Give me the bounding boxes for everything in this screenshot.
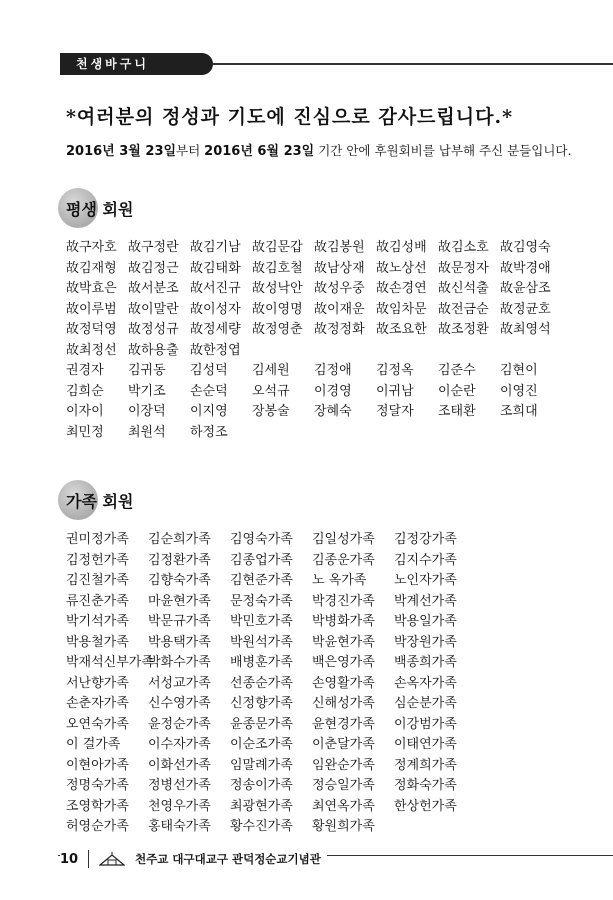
family-name: 박문규가족 — [148, 614, 211, 629]
family-name: 심순분가족 — [394, 696, 457, 711]
family-name: 최광현가족 — [230, 798, 293, 814]
family-name: 손춘자가족 — [66, 696, 129, 711]
member-name: 故노상선 — [376, 260, 427, 276]
family-name: 신해성가족 — [312, 696, 375, 711]
member-name: 故한정엽 — [190, 342, 241, 358]
member-name: 권경자 — [66, 363, 104, 378]
family-title-rest: 회원 — [96, 491, 134, 511]
family-name: 최연옥가족 — [312, 798, 375, 814]
member-name: 김현이 — [500, 363, 538, 378]
member-name: 故임차문 — [376, 301, 427, 317]
member-name: 故김태화 — [190, 260, 241, 276]
header-rule — [213, 63, 613, 65]
member-name: 故김영숙 — [500, 240, 551, 255]
family-name: 윤종문가족 — [230, 716, 293, 732]
member-name: 김성덕 — [190, 363, 228, 378]
family-name: 오연숙가족 — [66, 716, 129, 732]
member-name: 故신석출 — [438, 281, 489, 296]
member-name: 故전금순 — [438, 301, 489, 317]
member-name — [252, 341, 314, 362]
member-name: 故정균호 — [500, 301, 551, 317]
family-name: 박장원가족 — [394, 634, 457, 650]
member-name: 최원석 — [128, 424, 166, 440]
family-name: 신수영가족 — [148, 696, 211, 711]
family-name: 문정숙가족 — [230, 593, 293, 609]
family-name: 선종순가족 — [230, 675, 293, 691]
family-name: 박계선가족 — [394, 593, 457, 609]
family-name: 윤정순가족 — [148, 716, 211, 732]
family-name: 임말례가족 — [230, 757, 293, 773]
section-tab: 천생바구니 — [60, 53, 213, 75]
family-title-highlight: 가족 — [66, 491, 97, 511]
member-name: 故최영석 — [500, 322, 551, 337]
member-name: 이장덕 — [128, 404, 166, 419]
family-name: 서성교가족 — [148, 675, 211, 691]
member-name: 故김기남 — [190, 240, 241, 255]
family-name: 한상헌가족 — [394, 798, 457, 814]
family-name: 배병훈가족 — [230, 655, 293, 670]
member-name: 정달자 — [376, 404, 414, 419]
member-name: 故손경연 — [376, 281, 427, 296]
member-name: 故정세량 — [190, 322, 241, 337]
family-name: 백은영가족 — [312, 655, 375, 670]
member-name: 故이성자 — [190, 301, 241, 317]
member-name: 김정옥 — [376, 363, 414, 378]
member-name: 故조정환 — [438, 322, 489, 337]
member-name: 故정덕영 — [66, 322, 117, 337]
description-text: 기간 안에 후원회비를 납부해 주신 분들입니다. — [314, 143, 572, 158]
member-name: 박기조 — [128, 383, 166, 399]
member-name: 김희순 — [66, 383, 104, 399]
family-name: 박기석가족 — [66, 614, 129, 629]
member-name: 손순덕 — [190, 383, 228, 399]
family-name: 윤현경가족 — [312, 716, 375, 732]
member-name: 김세원 — [252, 363, 290, 378]
family-name: 정송이가족 — [230, 778, 293, 793]
member-name: 故김호철 — [252, 260, 303, 276]
member-name: 故이루범 — [66, 301, 117, 317]
member-name: 故성낙안 — [252, 281, 303, 296]
member-name: 故김정근 — [128, 260, 179, 276]
family-name: 신정향가족 — [230, 696, 293, 711]
family-name: 이춘달가족 — [312, 737, 375, 752]
family-name: 김종운가족 — [312, 552, 375, 568]
family-name: 이강범가족 — [394, 716, 457, 732]
member-name: 김준수 — [438, 363, 476, 378]
member-name: 故최정선 — [66, 342, 117, 358]
member-name: 故정영춘 — [252, 322, 303, 337]
family-name: 노 옥가족 — [312, 573, 367, 588]
member-name: 김귀동 — [128, 363, 166, 378]
family-name: 박병화가족 — [312, 614, 375, 629]
member-name: 故서분조 — [128, 281, 179, 296]
family-name: 박재석신부가족 — [66, 655, 154, 670]
family-name: 박화수가족 — [148, 655, 211, 670]
start-date: 2016년 3월 23일 — [66, 144, 177, 159]
member-name: 故하용출 — [128, 342, 179, 358]
family-name: 이수자가족 — [148, 737, 211, 752]
lifetime-title-label — [58, 197, 133, 220]
member-name: 김정애 — [314, 363, 352, 378]
member-name: 오석규 — [252, 383, 290, 399]
member-name: 故이말란 — [128, 301, 179, 317]
member-name: 故김성배 — [376, 240, 427, 255]
footer-organization: 천주교 대구대교구 관덕정순교기념관 — [135, 852, 321, 866]
page-number: 10 — [60, 851, 79, 867]
family-name: 박용철가족 — [66, 634, 129, 650]
family-name: 정병선가족 — [148, 778, 211, 793]
family-name: 이 걸가족 — [66, 737, 121, 752]
page-footer — [60, 848, 327, 870]
member-name — [500, 341, 562, 362]
member-name: 故김소호 — [438, 240, 489, 255]
member-name: 故문정자 — [438, 260, 489, 276]
lifetime-section-title — [58, 188, 133, 228]
family-name: 박용택가족 — [148, 634, 211, 650]
member-name: 하정조 — [190, 424, 228, 440]
family-name: 홍태숙가족 — [148, 819, 211, 834]
member-name: 이지영 — [190, 404, 228, 419]
family-name: 권미정가족 — [66, 532, 129, 547]
family-name: 마윤현가족 — [148, 593, 211, 609]
family-name: 박윤현가족 — [312, 634, 375, 650]
family-name: 김일성가족 — [312, 532, 375, 547]
member-name: 이자이 — [66, 404, 104, 419]
footer-separator — [88, 850, 89, 868]
family-name: 김정헌가족 — [66, 552, 129, 568]
family-name: 황원희가족 — [312, 819, 375, 834]
page-headline: *여러분의 정성과 기도에 진심으로 감사드립니다.* — [66, 106, 514, 128]
family-name: 김지수가족 — [394, 552, 457, 568]
end-date: 2016년 6월 23일 — [204, 144, 315, 159]
family-name: 이화선가족 — [148, 757, 211, 773]
from-text: 부터 — [176, 143, 205, 158]
family-name: 김영숙가족 — [230, 532, 293, 547]
family-name: 허영순가족 — [66, 819, 129, 834]
family-name: 정계희가족 — [394, 757, 457, 773]
family-name: 이현아가족 — [66, 757, 129, 773]
family-name: 박경진가족 — [312, 593, 375, 609]
family-name: 정명숙가족 — [66, 778, 129, 793]
lifetime-title-highlight: 평생 — [66, 199, 97, 219]
member-name: 故이영명 — [252, 301, 303, 317]
member-name: 장혜숙 — [314, 404, 352, 419]
family-name: 류진춘가족 — [66, 593, 129, 609]
member-name: 이귀남 — [376, 383, 414, 399]
period-description — [66, 140, 571, 159]
member-name: 故김문갑 — [252, 240, 303, 255]
family-name: 임완순가족 — [312, 757, 375, 773]
member-name — [376, 341, 438, 362]
member-name: 조태환 — [438, 404, 476, 419]
member-name: 故박경애 — [500, 260, 551, 276]
member-name: 故정정화 — [314, 322, 365, 337]
member-name: 故김봉원 — [314, 240, 365, 255]
member-name: 이영진 — [500, 383, 538, 399]
member-name: 故윤삼조 — [500, 281, 551, 296]
family-name: 김종업가족 — [230, 552, 293, 568]
family-name: 황수진가족 — [230, 819, 293, 834]
family-name: 이순조가족 — [230, 737, 293, 752]
family-name: 김현준가족 — [230, 573, 293, 588]
member-name: 故조요한 — [376, 322, 427, 337]
family-name: 김향숙가족 — [148, 573, 211, 588]
family-name: 백종희가족 — [394, 655, 457, 670]
member-name: 故김재형 — [66, 260, 117, 276]
family-name: 손영활가족 — [312, 675, 375, 691]
member-name: 故구자호 — [66, 240, 117, 255]
family-name: 김정강가족 — [394, 532, 457, 547]
member-name: 장봉술 — [252, 404, 290, 419]
family-name: 서난향가족 — [66, 675, 129, 691]
member-name: 이경영 — [314, 383, 352, 399]
family-name: 정승일가족 — [312, 778, 375, 793]
family-section-title — [58, 480, 133, 520]
family-name: 박민호가족 — [230, 614, 293, 629]
family-name: 이태연가족 — [394, 737, 457, 752]
member-name: 故성우중 — [314, 281, 365, 296]
member-name: 故이재운 — [314, 301, 365, 317]
family-name: 조영학가족 — [66, 798, 129, 814]
family-name: 김순희가족 — [148, 532, 211, 547]
member-name: 故정성규 — [128, 322, 179, 337]
member-name: 조희대 — [500, 404, 538, 419]
member-name: 故남상재 — [314, 260, 365, 276]
family-name: 노인자가족 — [394, 573, 457, 588]
family-name: 김정환가족 — [148, 552, 211, 568]
member-name: 故서진규 — [190, 281, 241, 296]
member-name: 故박효은 — [66, 281, 117, 296]
family-name: 정화숙가족 — [394, 778, 457, 793]
lifetime-member-list — [66, 238, 562, 443]
family-name: 박용일가족 — [394, 614, 457, 629]
memorial-logo-icon — [99, 852, 125, 866]
lifetime-title-rest: 회원 — [96, 199, 134, 219]
family-name: 김진철가족 — [66, 573, 129, 588]
member-name — [438, 341, 500, 362]
family-title-label — [58, 489, 133, 512]
member-name: 故구정란 — [128, 240, 179, 255]
family-member-list — [66, 530, 476, 838]
family-name: 천영우가족 — [148, 798, 211, 814]
member-name: 최민정 — [66, 424, 104, 440]
member-name: 이순란 — [438, 383, 476, 399]
member-name — [314, 341, 376, 362]
family-name: 손옥자가족 — [394, 675, 457, 691]
family-name: 박원석가족 — [230, 634, 293, 650]
